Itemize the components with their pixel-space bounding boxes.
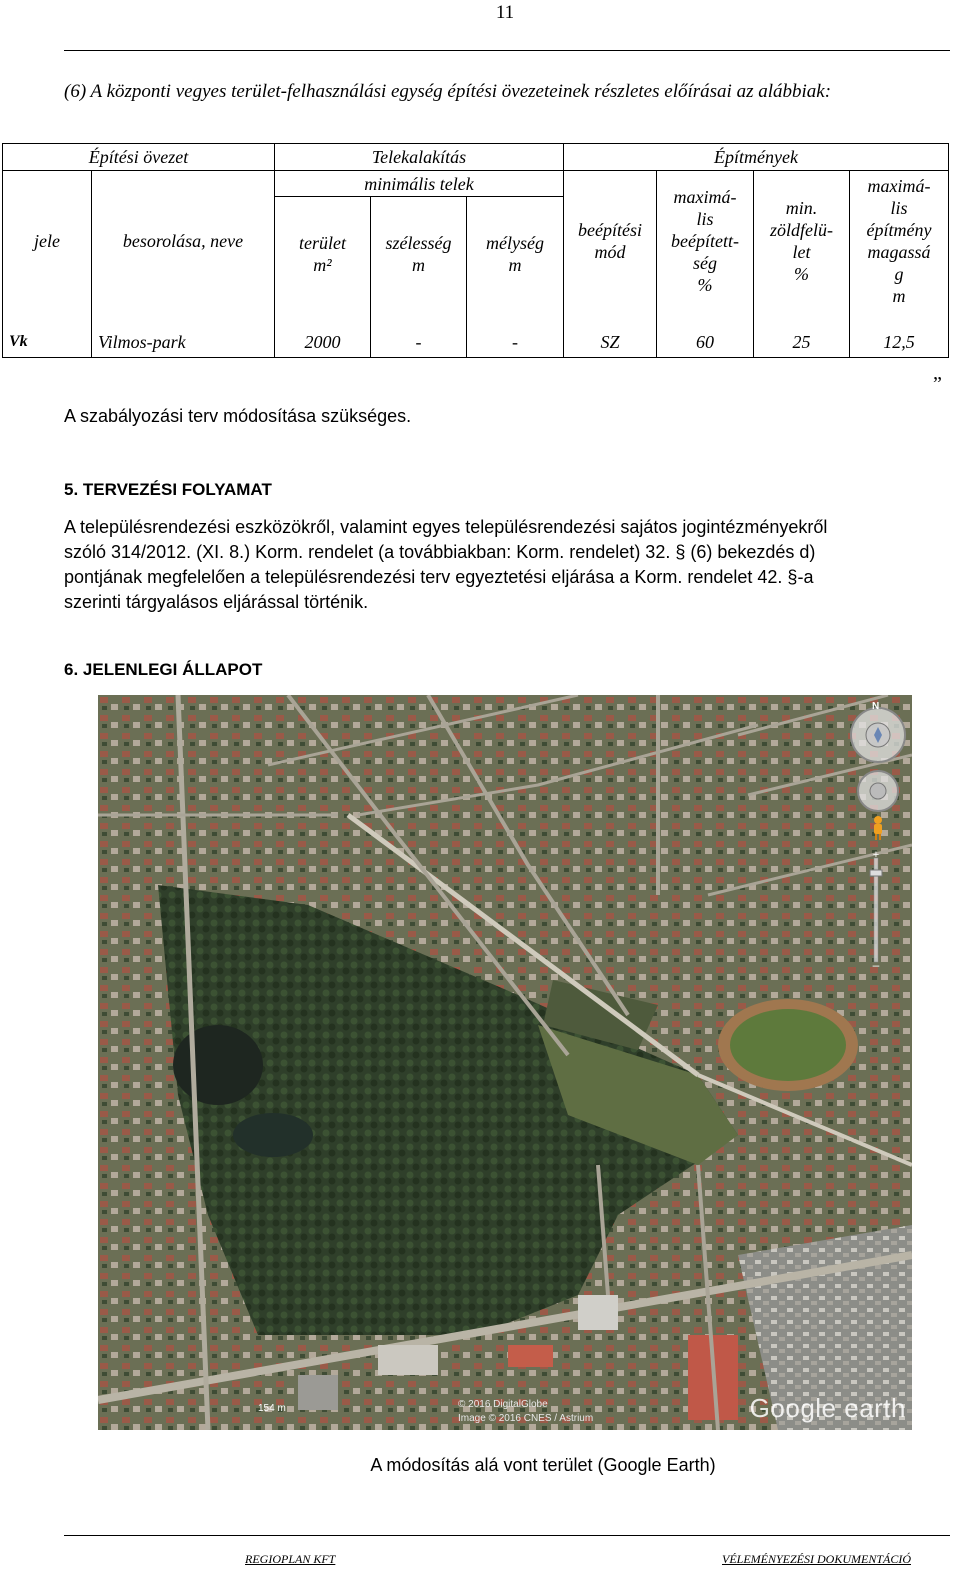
- header-rule: [64, 50, 950, 51]
- svg-text:–: –: [872, 958, 880, 970]
- section-5-body: A településrendezési eszközökről, valamint egyes településrendezési sajátos jogintézményekről szóló 314/2012. (XI. 8.) Korm. rendelet (a továbbiakban: Korm. rendelet) 32. § (6) bekezdés d) pontjának megfelelően a településrendezési terv egyeztetési eljárása a Korm. rendelet 42. §-a szerinti tárgyalásos eljárással történik.: [64, 517, 828, 612]
- intro-paragraph: (6) A központi vegyes terület-felhasználási egység építési övezeteinek részletes előírásai az alábbiak:: [64, 81, 832, 102]
- footer-company: REGIOPLAN KFT: [245, 1552, 336, 1566]
- street-view-pegman-icon[interactable]: [868, 815, 888, 841]
- zoom-slider[interactable]: [869, 850, 883, 970]
- footer-document-type: VÉLEMÉNYEZÉSI DOKUMENTÁCIÓ: [722, 1552, 911, 1566]
- cell-magassag: 12,5: [850, 311, 949, 358]
- col-jele: jele: [3, 171, 92, 311]
- cell-zoldfelulet: 25: [754, 311, 850, 358]
- page-number: 11: [495, 2, 515, 23]
- col-terulet: terület m²: [275, 197, 371, 311]
- cell-mod: SZ: [564, 311, 657, 358]
- col-besorolas: besorolása, neve: [92, 171, 275, 311]
- navigation-compass[interactable]: [848, 701, 908, 765]
- map-scale-label: 154 m: [258, 1403, 286, 1414]
- header-epitesi-ovezet: Építési övezet: [3, 144, 275, 171]
- cell-jele: Vk: [3, 311, 92, 358]
- google-earth-logo: Google earth: [749, 1393, 906, 1423]
- aerial-map-image: [98, 695, 912, 1430]
- col-szelesseg: szélesség m: [371, 197, 467, 311]
- header-epitmenyek: Építmények: [564, 144, 949, 171]
- col-beepitesi-mod: beépítési mód: [564, 171, 657, 311]
- cell-terulet: 2000: [275, 311, 371, 358]
- section-6-heading: 6. JELENLEGI ÁLLAPOT: [64, 660, 263, 679]
- svg-text:+: +: [872, 850, 880, 861]
- footer-rule: [64, 1535, 950, 1536]
- map-caption: A módosítás alá vont terület (Google Earth): [370, 1455, 716, 1475]
- imagery-credit-1: © 2016 DigitalGlobe: [458, 1399, 548, 1410]
- col-max-magassag: maximá- lis építmény magassá g m: [850, 171, 949, 311]
- section-5-heading: 5. TERVEZÉSI FOLYAMAT: [64, 480, 272, 499]
- closing-quote: „: [933, 362, 942, 384]
- note-text: A szabályozási terv módosítása szükséges.: [64, 406, 412, 426]
- header-telekalakitas: Telekalakítás: [275, 144, 564, 171]
- look-control[interactable]: [856, 769, 900, 813]
- cell-szelesseg: -: [371, 311, 467, 358]
- cell-melyseg: -: [467, 311, 564, 358]
- cell-nev: Vilmos-park: [92, 311, 275, 358]
- col-max-beepitettseg: maximá- lis beépített- ség %: [657, 171, 754, 311]
- compass-north-label: N: [872, 701, 880, 712]
- imagery-credit-2: Image © 2016 CNES / Astrium: [458, 1413, 594, 1424]
- subheader-minimalis-telek: minimális telek: [275, 171, 564, 197]
- cell-beepitettseg: 60: [657, 311, 754, 358]
- zoning-table: [2, 143, 949, 358]
- col-min-zoldfelulet: min. zöldfelü- let %: [754, 171, 850, 311]
- col-melyseg: mélység m: [467, 197, 564, 311]
